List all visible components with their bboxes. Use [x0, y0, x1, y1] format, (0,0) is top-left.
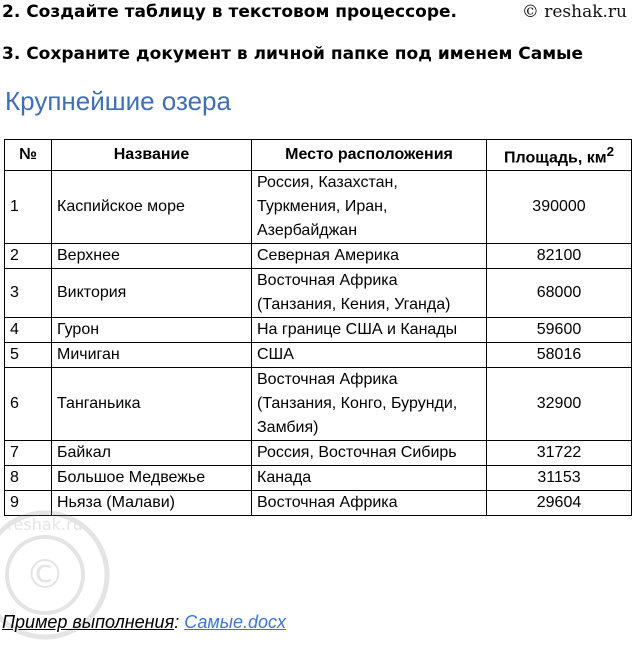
- lakes-table: [4, 139, 632, 516]
- header-area-superscript: 2: [606, 144, 614, 159]
- lake-location: Россия, Восточная Сибирь: [252, 441, 487, 466]
- lake-area: 29604: [487, 491, 632, 516]
- example-label: Пример выполнения: [2, 612, 175, 632]
- lake-location: Северная Америка: [252, 244, 487, 269]
- file-link[interactable]: Самые.docx: [184, 612, 287, 632]
- table-row: [5, 244, 632, 269]
- lake-location: США: [252, 343, 487, 368]
- table-row: [5, 491, 632, 516]
- table-row: [5, 318, 632, 343]
- row-number: 1: [5, 171, 52, 244]
- lake-name: Виктория: [52, 269, 252, 318]
- row-number: 9: [5, 491, 52, 516]
- task-3-instruction: 3. Сохраните документ в личной папке под именем Самые: [2, 44, 584, 64]
- header-area: [487, 140, 632, 171]
- table-row: [5, 269, 632, 318]
- lake-area: 31722: [487, 441, 632, 466]
- lake-name: Верхнее: [52, 244, 252, 269]
- table-row: [5, 368, 632, 441]
- table-row: [5, 343, 632, 368]
- header-name: Название: [52, 140, 252, 171]
- row-number: 2: [5, 244, 52, 269]
- row-number: 8: [5, 466, 52, 491]
- lake-name: Гурон: [52, 318, 252, 343]
- lake-location: Восточная Африка (Танзания, Кения, Уганда): [252, 269, 487, 318]
- header-area-label: Площадь, км: [504, 149, 607, 167]
- lake-name: Ньяза (Малави): [52, 491, 252, 516]
- task-2-instruction: 2. Создайте таблицу в текстовом процессоре.: [2, 2, 457, 22]
- lake-location: Канада: [252, 466, 487, 491]
- lake-area: 390000: [487, 171, 632, 244]
- table-header-row: [5, 140, 632, 171]
- row-number: 3: [5, 269, 52, 318]
- row-number: 6: [5, 368, 52, 441]
- row-number: 4: [5, 318, 52, 343]
- lake-location: Восточная Африка (Танзания, Конго, Бурунди, Замбия): [252, 368, 487, 441]
- row-number: 5: [5, 343, 52, 368]
- row-number: 7: [5, 441, 52, 466]
- example-separator: :: [174, 612, 185, 632]
- lake-area: 59600: [487, 318, 632, 343]
- document-title: Крупнейшие озера: [5, 86, 231, 116]
- lake-name: Байкал: [52, 441, 252, 466]
- watermark-copyright: © reshak.ru: [521, 2, 627, 22]
- lake-area: 32900: [487, 368, 632, 441]
- lake-location: Россия, Казахстан, Туркмения, Иран, Азербайджан: [252, 171, 487, 244]
- lake-name: Каспийское море: [52, 171, 252, 244]
- lake-area: 82100: [487, 244, 632, 269]
- lake-location: На границе США и Канады: [252, 318, 487, 343]
- header-number: №: [5, 140, 52, 171]
- lake-area: 58016: [487, 343, 632, 368]
- lake-name: Мичиган: [52, 343, 252, 368]
- table-row: [5, 441, 632, 466]
- footer-example: [2, 610, 286, 634]
- header-location: Место расположения: [252, 140, 487, 171]
- lake-area: 31153: [487, 466, 632, 491]
- table-row: [5, 171, 632, 244]
- lake-location: Восточная Африка: [252, 491, 487, 516]
- lake-area: 68000: [487, 269, 632, 318]
- svg-text:©: ©: [25, 552, 65, 598]
- lake-name: Большое Медвежье: [52, 466, 252, 491]
- table-row: [5, 466, 632, 491]
- lake-name: Танганьика: [52, 368, 252, 441]
- stamp-text: reshak.ru: [7, 515, 83, 534]
